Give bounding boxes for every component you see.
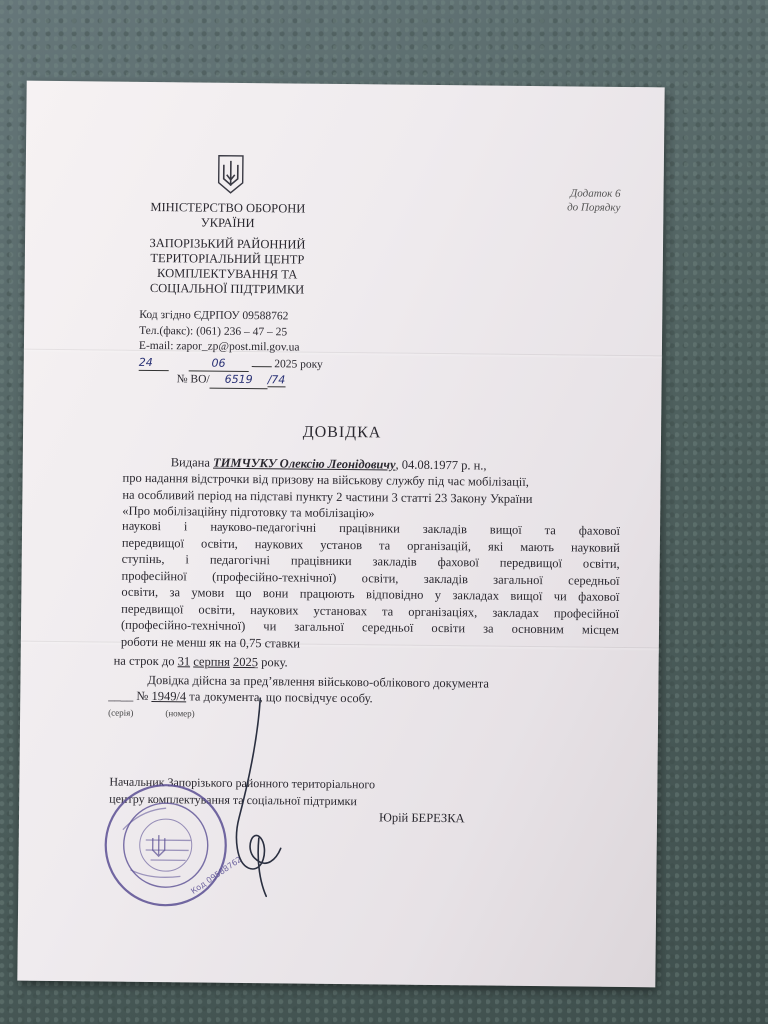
paragraph-line: передвищої освіти, наукових установ та організацій, які мають науковий: [121, 535, 620, 555]
birth-date: , 04.08.1977 р. н.,: [395, 457, 487, 473]
signatory-title-line: центру комплектування та соціальної підтримки: [109, 791, 357, 809]
document-number: [139, 371, 323, 389]
military-document-number: 1949/4: [151, 689, 187, 704]
organization-header: [119, 200, 335, 298]
paragraph-line: роботи не менш як на 0,75 ставки: [120, 634, 301, 651]
fold-crease: [24, 349, 662, 357]
validity-line: Довідка дійсна за пред’явлення військово-облікового документа: [147, 672, 490, 691]
paragraph-line: ступінь, і педагогічні працівники закладів фахової передвищої освіти,: [121, 551, 620, 571]
series-blank: ____: [108, 688, 134, 703]
edrpou-code: Код згідно ЄДРПОУ 09588762: [139, 308, 289, 323]
category-paragraph: [121, 518, 620, 655]
signatory-title-line: Начальник Запорізького районного територіального: [109, 774, 376, 792]
term-day: 31: [177, 654, 191, 669]
deferral-basis: [117, 470, 622, 525]
coat-of-arms-icon: [216, 153, 246, 195]
date-day: 24: [139, 354, 169, 371]
paragraph-line: освіти, за умови що вони працюють відповідно у закладах вищої чи фахової: [121, 584, 620, 604]
paragraph-line: наукові і науково-педагогічні працівники закладів вищої та фахової: [122, 518, 621, 538]
term-year: 2025: [232, 654, 259, 670]
number-suffix: /74: [267, 373, 286, 387]
document-suffix: та документа, що посвідчує особу.: [189, 689, 373, 706]
term-line: [114, 653, 619, 675]
date-month: 06: [188, 355, 248, 372]
annex-note: [550, 186, 620, 215]
center-line: ТЕРИТОРІАЛЬНИЙ ЦЕНТР: [150, 250, 305, 267]
handwritten-signature: [218, 698, 300, 899]
center-line: КОМПЛЕКТУВАННЯ ТА: [157, 266, 298, 282]
email-address: E-mail: zapor_zp@post.mil.gov.ua: [138, 339, 300, 354]
document-sheet: [17, 81, 664, 988]
ministry-line: МІНІСТЕРСТВО ОБОРОНИ: [150, 199, 306, 216]
phone-number: Тел.(факс): (061) 236 – 47 – 25: [139, 324, 288, 338]
date-year: 2025 року: [274, 357, 323, 371]
term-month: серпня: [193, 654, 230, 669]
term-prefix: на строк до: [113, 653, 175, 669]
paragraph-line: (професійно-технічної) чи загальної середньої освіти за основним місцем: [120, 617, 620, 637]
signer-name: Юрій БЕРЕЗКА: [378, 810, 465, 826]
number-prefix: № ВО/: [176, 373, 210, 386]
field-captions: [108, 708, 195, 719]
series-caption: (серія): [108, 707, 134, 718]
stamp-code: Код 09588762: [189, 854, 244, 896]
annex-line: до Порядку: [567, 201, 621, 214]
issued-prefix: Видана: [170, 455, 211, 470]
paragraph-line: «Про мобілізаційну підготовку та мобілізацію»: [122, 503, 375, 521]
number-label: №: [136, 688, 149, 703]
paragraph-line: про надання відстрочки від призову на військову службу під час мобілізації,: [122, 470, 529, 489]
center-line: СОЦІАЛЬНОЇ ПІДТРИМКИ: [149, 280, 305, 297]
issue-date: [139, 354, 323, 372]
contact-block: [139, 308, 324, 389]
document-title: ДОВІДКА: [302, 423, 382, 442]
paragraph-line: передвищої освіти, наукових установах та організаціях, закладах професійної: [121, 601, 620, 621]
number-handwritten: 6519: [210, 372, 268, 389]
ministry-line: УКРАЇНИ: [200, 215, 255, 231]
annex-line: Додаток 6: [570, 187, 621, 200]
paragraph-line: професійної (професійно-технічної) освіти, закладів загальної середньої: [121, 568, 620, 588]
term-suffix: року.: [261, 655, 288, 670]
center-line: ЗАПОРІЗЬКИЙ РАЙОННИЙ: [149, 235, 306, 252]
recipient-name: ТИМЧУКУ Олексію Леонідовичу: [212, 455, 396, 472]
paragraph-line: на особливий період на підставі пункту 2 частини 3 статті 23 Закону України: [122, 487, 533, 506]
number-caption: (номер): [165, 708, 195, 719]
